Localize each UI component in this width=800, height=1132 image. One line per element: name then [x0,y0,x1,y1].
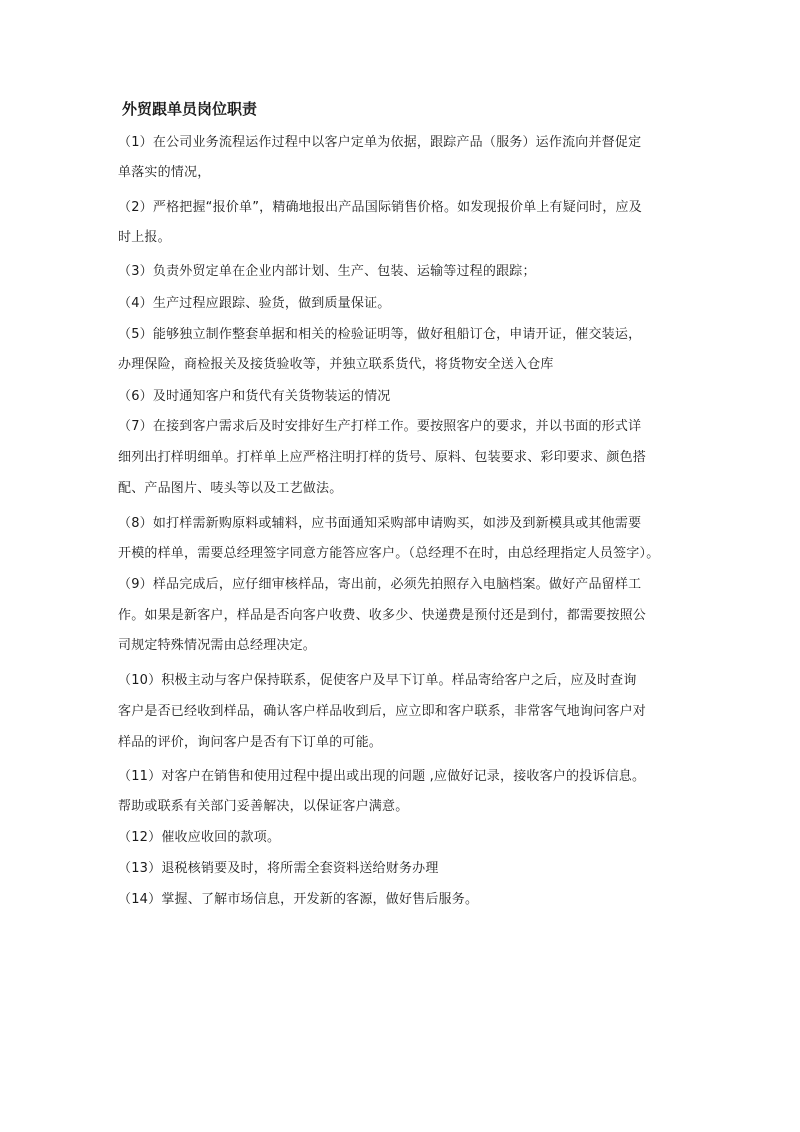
text-line: （4）生产过程应跟踪、验货，做到质量保证。 [118,296,391,311]
text-line: （8）如打样需新购原料或辅料，应书面通知采购部申请购买，如涉及到新模具或其他需要 [118,516,642,531]
text-line: （13）退税核销要及时，将所需全套资料送给财务办理 [118,861,439,876]
text-line: （5）能够独立制作整套单据和相关的检验证明等，做好租船订仓，申请开证，催交装运， [118,327,642,342]
document-title: 外贸跟单员岗位职责 [122,100,258,118]
text-line: 开模的样单，需要总经理签字同意方能答应客户。（总经理不在时，由总经理指定人员签字）。 [118,546,660,561]
text-line: 样品的评价，询问客户是否有下订单的可能。 [118,735,383,750]
text-line: 办理保险，商检报关及接货验收等，并独立联系货代，将货物安全送入仓库 [118,357,554,372]
text-line: （3）负责外贸定单在企业内部计划、生产、包装、运输等过程的跟踪； [118,264,536,279]
text-line: （9）样品完成后，应仔细审核样品，寄出前，必须先拍照存入电脑档案。做好产品留样工 [118,577,642,592]
text-line: 帮助或联系有关部门妥善解决，以保证客户满意。 [118,799,409,814]
text-line: 客户是否已经收到样品，确认客户样品收到后，应立即和客户联系，非常客气地询问客户对 [118,704,647,719]
text-line: （11）对客户在销售和使用过程中提出或出现的问题 ,应做好记录，接收客户的投诉信息。 [118,769,646,784]
text-line: 单落实的情况， [118,165,211,180]
text-line: 司规定特殊情况需由总经理决定。 [118,638,317,653]
text-line: 配、产品图片、唛头等以及工艺做法。 [118,481,343,496]
text-line: （7）在接到客户需求后及时安排好生产打样工作。要按照客户的要求，并以书面的形式详 [118,419,642,434]
text-line: （10）积极主动与客户保持联系，促使客户及早下订单。样品寄给客户之后，应及时查询 [118,673,637,688]
text-line: （14）掌握、了解市场信息，开发新的客源，做好售后服务。 [118,892,479,907]
text-line: （1）在公司业务流程运作过程中以客户定单为依据，跟踪产品（服务）运作流向并督促定 [118,135,642,150]
text-line: （2）严格把握“报价单”，精确地报出产品国际销售价格。如发现报价单上有疑问时，应及 [118,200,642,215]
text-line: 时上报。 [118,230,171,245]
text-line: 作。如果是新客户，样品是否向客户收费、收多少、快递费是预付还是到付，都需要按照公 [118,608,647,623]
text-line: （6）及时通知客户和货代有关货物装运的情况 [118,389,391,404]
text-line: （12）催收应收回的款项。 [118,830,281,845]
text-line: 细列出打样明细单。打样单上应严格注明打样的货号、原料、包装要求、彩印要求、颜色搭 [118,450,647,465]
